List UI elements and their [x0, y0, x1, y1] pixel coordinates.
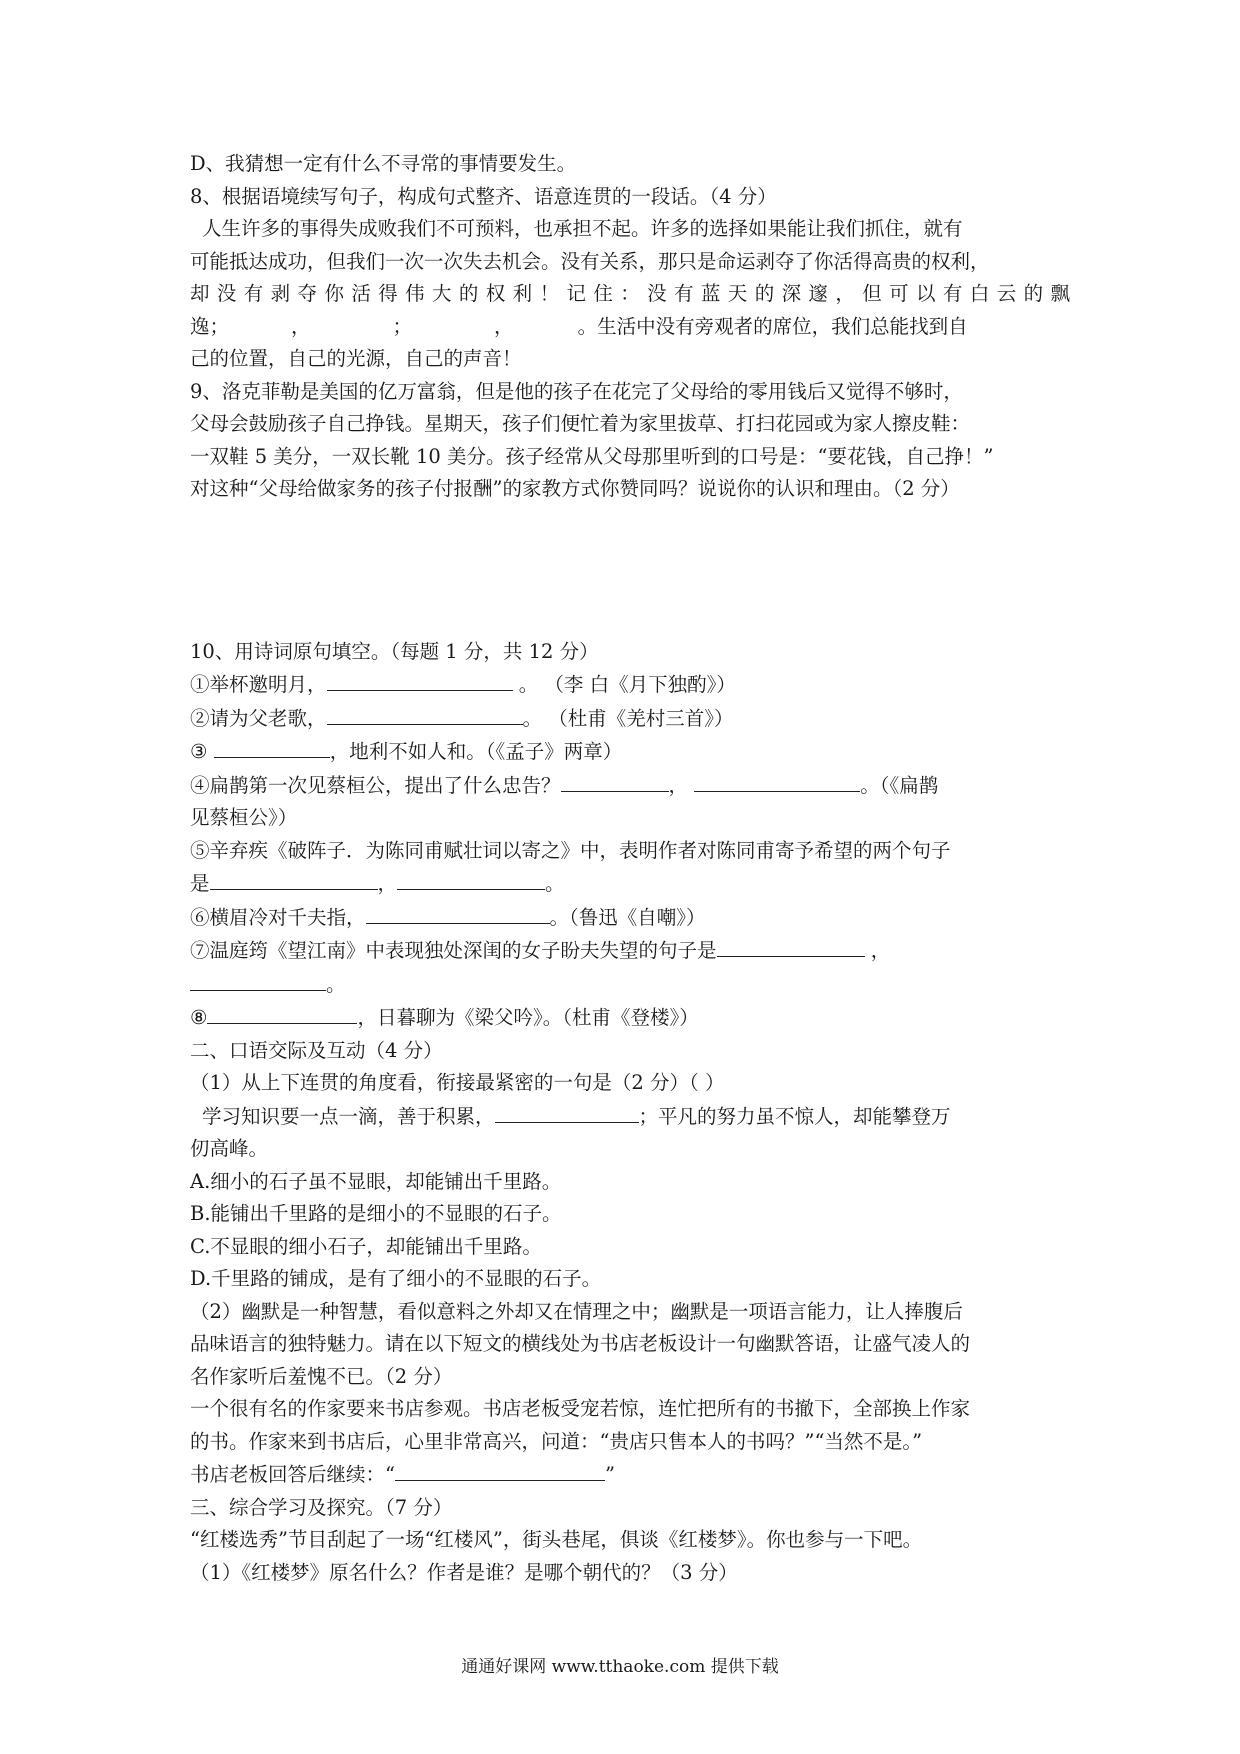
- s2-story-text: ”: [604, 1463, 615, 1486]
- q8-paragraph-line-4: [190, 311, 1070, 344]
- page-footer: 通通好课网 www.tthaoke.com 提供下载: [461, 1657, 779, 1677]
- q10-blank[interactable]: [190, 968, 326, 991]
- q10-item-4: [190, 769, 1070, 803]
- s2-q1-blank[interactable]: [495, 1100, 639, 1123]
- q10-item-text: ⑦温庭筠《望江南》中表现独处深闺的女子盼夫失望的句子是: [190, 939, 717, 962]
- section-3-title: 三、综合学习及探究。（7 分）: [190, 1495, 453, 1519]
- q10-item-6: [190, 901, 1070, 935]
- s2-answer-blank[interactable]: [395, 1458, 605, 1481]
- q10-blank[interactable]: [214, 735, 330, 758]
- q10-item-4-cont: 见蔡桓公》）: [190, 806, 298, 829]
- q9-line-1: 9、洛克菲勒是美国的亿万富翁，但是他的孩子在花完了父母给的零用钱后又觉得不够时，: [190, 379, 963, 403]
- q10-item-text: ⑥横眉冷对千夫指，: [190, 905, 366, 929]
- q10-blank[interactable]: [327, 702, 523, 725]
- q10-item-text: ，地利不如人和。（《孟子》两章）: [329, 740, 623, 763]
- s2-q1-text: ；平凡的努力虽不惊人，却能攀登万: [638, 1104, 951, 1128]
- q10-blank[interactable]: [366, 901, 550, 924]
- s2-q1-text: 学习知识要一点一滴，善于积累，: [202, 1104, 495, 1128]
- q10-item-text: ，日暮聊为《梁父吟》。（杜甫《登楼》）: [357, 1006, 699, 1029]
- q10-item-text: 。: [326, 972, 346, 996]
- q10-blank[interactable]: [561, 769, 669, 792]
- q10-item-8: [190, 1001, 1070, 1035]
- section-2-title: 二、口语交际及互动（4 分）: [190, 1038, 443, 1062]
- s2-option-a: A.细小的石子虽不显眼，却能铺出千里路。: [190, 1169, 562, 1193]
- q9-line-2: 父母会鼓励孩子自己挣钱。星期天，孩子们便忙着为家里拔草、打扫花园或为家人擦皮鞋：: [190, 412, 971, 435]
- q10-blank[interactable]: [210, 867, 378, 890]
- q8-paragraph-line-1: 人生许多的事得失成败我们不可预料，也承担不起。许多的选择如果能让我们抓住，就有: [202, 217, 963, 240]
- q10-item-3: [190, 735, 1070, 769]
- q10-blank[interactable]: [397, 867, 545, 890]
- q8-title: 8、根据语境续写句子，构成句式整齐、语意连贯的一段话。（4 分）: [190, 184, 777, 208]
- s2-question-2-line-1: （2）幽默是一种智慧，看似意料之外却又在情理之中；幽默是一项语言能力，让人捧腹后: [190, 1299, 963, 1323]
- q10-item-text: ，: [870, 939, 891, 962]
- q10-item-5-cont: [190, 867, 1070, 901]
- q10-item-text: ，: [377, 872, 398, 895]
- q10-item-text: 是: [190, 872, 210, 895]
- q10-item-text: 。 （杜甫《羌村三首》）: [522, 706, 734, 730]
- q10-item-text: 。（《扁鹊: [860, 773, 939, 797]
- s2-option-d: D.千里路的铺成，是有了细小的不显眼的石子。: [190, 1267, 602, 1290]
- q10-title: 10、用诗词原句填空。（每题 1 分，共 12 分）: [190, 639, 599, 663]
- q10-item-text: ①举杯邀明月，: [190, 673, 327, 696]
- q10-item-text: 。: [545, 872, 565, 895]
- s2-q1-sentence: [190, 1100, 1070, 1134]
- s2-q1-sentence-cont: 仞高峰。: [190, 1137, 269, 1160]
- q10-item-7-cont: [190, 968, 1070, 1002]
- q10-blank[interactable]: [717, 934, 865, 957]
- q8-paragraph-line-3: 却没有剥夺你活得伟大的权利！记住：没有蓝天的深邃，但可以有白云的飘: [190, 282, 1070, 305]
- q9-line-3: 一双鞋 5 美分，一双长靴 10 美分。孩子经常从父母那里听到的口号是：“要花钱，自己挣！”: [190, 444, 994, 468]
- q10-item-text: ③: [190, 740, 214, 763]
- q10-blank[interactable]: [207, 1001, 357, 1024]
- q10-item-text: 。 （李 白《月下独酌》）: [518, 673, 736, 696]
- s2-story-line-3: [190, 1458, 1070, 1492]
- s2-story-line-2: 的书。作家来到书店后，心里非常高兴，问道：“贵店只售本人的书吗？”“当然不是。”: [190, 1429, 923, 1453]
- s3-question-1: （1）《红楼梦》原名什么？作者是谁？是哪个朝代的？（3 分）: [190, 1560, 738, 1584]
- q10-item-text: 。（鲁迅《自嘲》）: [549, 905, 706, 929]
- q10-item-text: ，: [668, 773, 689, 797]
- q8-paragraph-line-5: 己的位置，自己的光源，自己的声音！: [190, 347, 522, 370]
- s2-story-text: 书店老板回答后继续：“: [190, 1463, 395, 1486]
- q10-item-2: [190, 702, 1070, 736]
- s2-question-2-line-2: 品味语言的独特魅力。请在以下短文的横线处为书店老板设计一句幽默答语，让盛气凌人的: [190, 1332, 971, 1355]
- q8-fill-text: ，: [494, 314, 514, 338]
- s3-intro: “红楼选秀”节目刮起了一场“红楼风”，街头巷尾，俱谈《红楼梦》。你也参与一下吧。: [190, 1528, 923, 1551]
- q10-blank[interactable]: [694, 769, 860, 792]
- q8-fill-text: 。生活中没有旁观者的席位，我们总能找到自: [577, 314, 968, 338]
- q9-answer-space[interactable]: [190, 506, 1070, 636]
- s2-question-2-line-3: 名作家听后羞愧不已。（2 分）: [190, 1364, 453, 1388]
- q10-item-text: ⑧: [190, 1006, 208, 1029]
- q9-line-4: 对这种“父母给做家务的孩子付报酬”的家教方式你赞同吗？说说你的认识和理由。（2 分）: [190, 477, 960, 500]
- q10-item-text: ②请为父老歌，: [190, 706, 327, 730]
- s2-option-b: B.能铺出千里路的是细小的不显眼的石子。: [190, 1202, 562, 1225]
- s2-option-c: C.不显眼的细小石子，却能铺出千里路。: [190, 1234, 542, 1258]
- s2-question-1: （1）从上下连贯的角度看，衔接最紧密的一句是（2 分）（ ）: [190, 1071, 725, 1094]
- s2-story-line-1: 一个很有名的作家要来书店参观。书店老板受宠若惊，连忙把所有的书撤下，全部换上作家: [190, 1397, 971, 1420]
- q10-item-text: ④扁鹊第一次见蔡桓公，提出了什么忠告？: [190, 773, 561, 797]
- q10-item-1: [190, 668, 1070, 702]
- q8-fill-text: ；: [392, 314, 413, 338]
- q10-item-5: ⑤辛弃疾《破阵子．为陈同甫赋壮词以寄之》中，表明作者对陈同甫寄予希望的两个句子: [190, 838, 951, 862]
- q7-option-d: D、我猜想一定有什么不寻常的事情要发生。: [190, 152, 577, 175]
- q10-blank[interactable]: [327, 668, 513, 691]
- q8-fill-text: 逸；: [190, 314, 230, 338]
- exam-page: [190, 148, 1070, 1589]
- q10-item-7: [190, 934, 1070, 968]
- q8-fill-text: ，: [291, 314, 311, 338]
- q8-paragraph-line-2: 可能抵达成功，但我们一次一次失去机会。没有关系，那只是命运剥夺了你活得高贵的权利，: [190, 249, 990, 273]
